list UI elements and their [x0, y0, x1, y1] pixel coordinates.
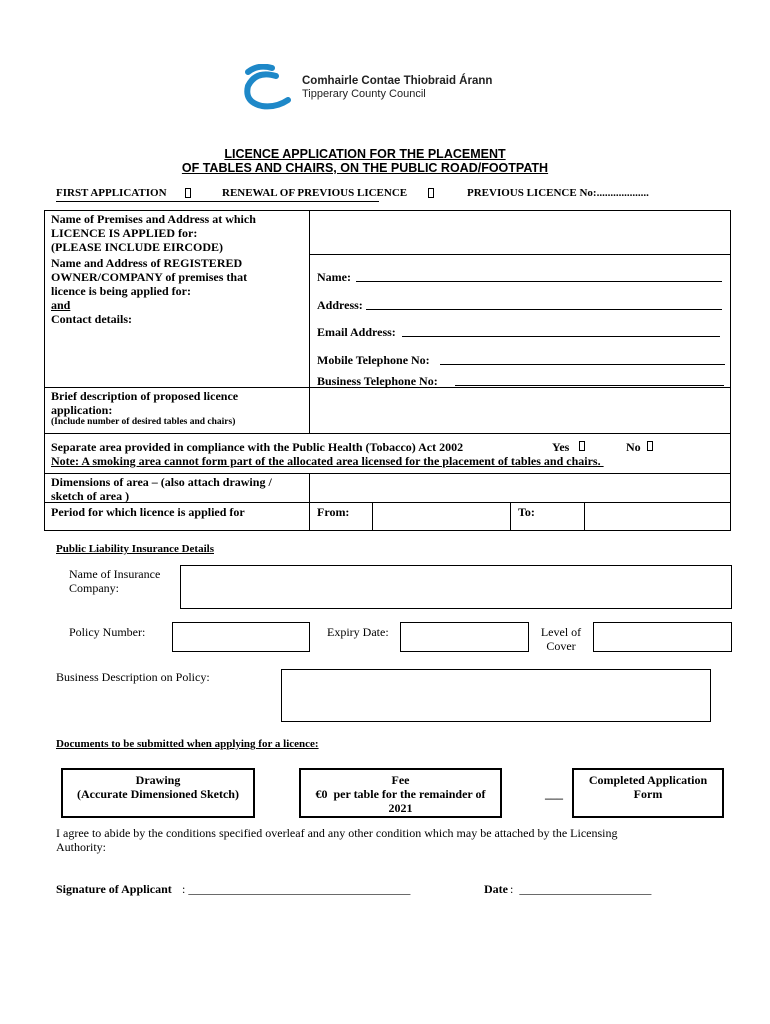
premises-input[interactable]: [311, 212, 729, 252]
level-input[interactable]: [593, 622, 732, 652]
expiry-label: Expiry Date:: [327, 625, 389, 639]
first-application-checkbox[interactable]: [185, 188, 191, 198]
completed-form-label: Completed Application Form: [588, 773, 708, 801]
fee-label: Fee €0 per table for the remainder of 2021: [315, 773, 486, 815]
smoking-note: Note: A smoking area cannot form part of the allocated area licensed for the placement of tables and chairs.: [51, 454, 604, 468]
policy-number-input[interactable]: [172, 622, 310, 652]
signature-label: Signature of Applicant: [56, 882, 172, 896]
policy-number-label: Policy Number:: [69, 625, 146, 639]
owner-label: Name and Address of REGISTERED OWNER/COMPANY of premises that licence is being applied for:: [51, 256, 248, 298]
mobile-field[interactable]: [440, 364, 725, 365]
date-field[interactable]: : ______________________: [510, 882, 652, 896]
dimensions-input[interactable]: [311, 475, 729, 501]
level-label: Level of Cover: [540, 625, 582, 653]
renewal-checkbox[interactable]: [428, 188, 434, 198]
to-divider: [584, 502, 585, 531]
owner-label-and: and: [51, 298, 71, 312]
business-desc-input[interactable]: [281, 669, 711, 722]
first-application-label: FIRST APPLICATION: [56, 187, 167, 199]
business-phone-field[interactable]: [455, 385, 724, 386]
insurance-heading: Public Liability Insurance Details: [56, 543, 214, 555]
title-line-1: LICENCE APPLICATION FOR THE PLACEMENT: [224, 147, 506, 161]
insurer-label: Name of Insurance Company:: [69, 567, 161, 595]
description-note: (Include number of desired tables and chairs): [51, 417, 236, 427]
address-label: Address:: [317, 298, 363, 312]
email-field[interactable]: [402, 336, 720, 337]
dimensions-label: Dimensions of area – (also attach drawing / sketch of area ): [51, 475, 272, 503]
period-label: Period for which licence is applied for: [51, 505, 245, 519]
council-name-english: Tipperary County Council: [302, 88, 426, 100]
smoking-text: Separate area provided in compliance with the Public Health (Tobacco) Act 2002: [51, 440, 464, 454]
signature-field[interactable]: : _____________________________________: [182, 882, 411, 896]
mobile-label: Mobile Telephone No:: [317, 353, 430, 367]
agreement-text: I agree to abide by the conditions specified overleaf and any other condition which may be attached by the Licensing Authority:: [56, 826, 618, 854]
yes-checkbox[interactable]: [579, 441, 585, 451]
name-field[interactable]: [356, 281, 722, 282]
previous-licence-label: PREVIOUS LICENCE No:...................: [467, 187, 649, 199]
to-label-divider: [510, 502, 511, 531]
documents-heading: Documents to be submitted when applying for a licence:: [56, 738, 319, 750]
drawing-label: Drawing (Accurate Dimensioned Sketch): [77, 773, 239, 801]
date-label: Date: [484, 882, 508, 896]
application-type-underline: [56, 201, 379, 202]
email-label: Email Address:: [317, 325, 396, 339]
business-desc-label: Business Description on Policy:: [56, 670, 210, 684]
page-title: [0, 147, 730, 175]
no-label: No: [626, 440, 641, 454]
yes-label: Yes: [552, 440, 570, 454]
description-input[interactable]: [311, 389, 729, 431]
to-input[interactable]: [586, 504, 729, 530]
business-phone-label: Business Telephone No:: [317, 374, 441, 388]
council-name-irish: Comhairle Contae Thiobraid Árann: [302, 75, 493, 87]
from-input[interactable]: [374, 504, 508, 530]
row-divider-4: [44, 473, 731, 474]
row-divider-3: [44, 433, 731, 434]
no-checkbox[interactable]: [647, 441, 653, 451]
row-divider-1: [309, 254, 731, 255]
owner-label-contact: Contact details:: [51, 312, 132, 326]
address-field[interactable]: [366, 309, 722, 310]
from-divider: [372, 502, 373, 531]
renewal-label: RENEWAL OF PREVIOUS LICENCE: [222, 187, 408, 199]
from-label: From:: [317, 505, 350, 519]
name-label: Name:: [317, 270, 351, 284]
expiry-input[interactable]: [400, 622, 529, 652]
insurer-input[interactable]: [180, 565, 732, 609]
council-logo: [236, 64, 296, 112]
premises-label: Name of Premises and Address at which LICENCE IS APPLIED for: (PLEASE INCLUDE EIRCODE): [51, 212, 256, 254]
title-line-2: OF TABLES AND CHAIRS, ON THE PUBLIC ROAD/FOOTPATH: [181, 161, 549, 175]
description-label: Brief description of proposed licence application:: [51, 389, 239, 417]
documents-separator: ___: [545, 787, 563, 801]
to-label: To:: [518, 505, 535, 519]
table-col-divider: [309, 210, 310, 434]
